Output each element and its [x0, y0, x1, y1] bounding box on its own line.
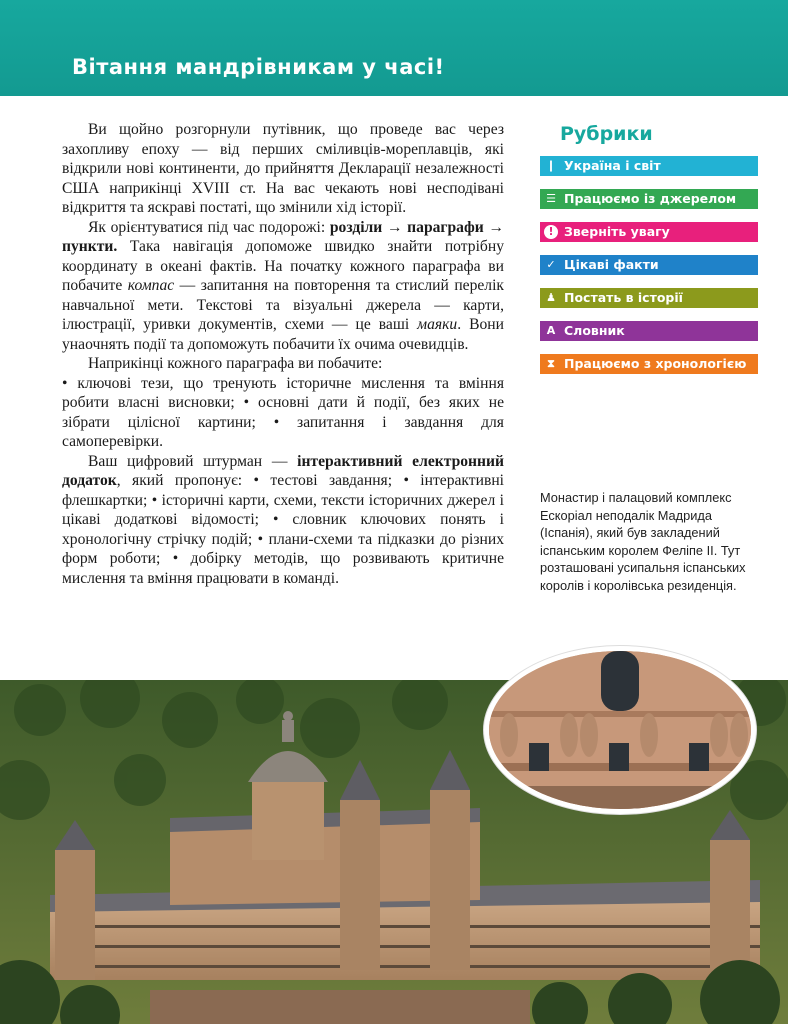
facade-detail-inset	[484, 646, 756, 814]
rubric-item	[540, 288, 758, 308]
header-banner	[0, 0, 788, 96]
p4-text-c: , який пропонує: • тестові завдання; • інтерактивні флешкартки; • історичні карти, схеми, тексти історичних джерел і цікаві додаткові відомості; • словник ключових понять і хронологічну стрічку подій; • плани-схеми та підказки до різних форм роботи; • добірку методів, що розвивають критичне мислення та вміння працювати в команді.	[62, 472, 504, 587]
rubric-label: Постать в історії	[564, 290, 683, 305]
p2-text-c: Така навігація допоможе швидко знайти потрібну координату в океані фактів. На початку кожного параграфа ви побачите	[62, 238, 504, 294]
rubrics-title: Рубрики	[560, 123, 653, 145]
rubric-item	[540, 354, 758, 374]
navigation-structure: розділи → параграфи → пункти.	[62, 218, 504, 255]
p2-text-e: — запитання на повторення та стислий перелік навчальної мети. Текстові та візуальні джерела — карти, ілюстрації, уривки документів, схеми — це ваші	[62, 277, 504, 333]
person-icon: ♟	[546, 291, 556, 304]
dictionary-icon: A	[546, 324, 556, 337]
p2-text-a: Як орієнтуватися під час подорожі:	[88, 218, 330, 236]
check-icon: ✓	[546, 258, 556, 271]
digital-supplement-term: інтерактивний електронний додаток	[62, 452, 504, 489]
rubric-label: Цікаві факти	[564, 257, 659, 272]
rubric-item	[540, 222, 758, 242]
rubric-label: Словник	[564, 323, 625, 338]
lighthouses-term: маяки	[417, 316, 458, 333]
rubric-label: Працюємо з хронологією	[564, 356, 747, 371]
intro-paragraph-4	[62, 452, 504, 589]
compass-term: компас	[127, 277, 175, 294]
photo-caption: Монастир і палацовий комплекс Ескоріал неподалік Мадрида (Іспанія), який був закладений іспанським королем Феліпе II. Тут розташовані усипальня іспанських королів і королівська резиденція.	[540, 490, 746, 593]
document-icon: ☰	[546, 192, 556, 205]
rubric-label: Україна і світ	[564, 158, 661, 173]
rubric-label: Зверніть увагу	[564, 224, 670, 239]
rubric-item	[540, 321, 758, 341]
exclamation-icon: !	[544, 225, 558, 239]
intro-text	[62, 120, 504, 588]
rubrics-panel	[540, 120, 758, 387]
rubrics-list	[540, 156, 758, 374]
p4-text-a: Ваш цифровий штурман —	[88, 452, 298, 470]
rubric-item	[540, 189, 758, 209]
p2-text-g: . Вони унаочнять події та допоможуть побачити їх очима очевидців.	[62, 316, 504, 353]
intro-paragraph-3: Наприкінці кожного параграфа ви побачите:	[88, 355, 383, 372]
rubric-label: Працюємо із джерелом	[564, 191, 737, 206]
bars-icon: ❙	[546, 159, 556, 172]
intro-paragraph-2	[62, 218, 504, 355]
intro-paragraph-1: Ви щойно розгорнули путівник, що проведе вас через захопливу епоху — від перших сміливців-мореплавців, які відкрили нові континенти, до прийняття Декларації незалежності США наприкінці XVIII ст. На вас чекають нові несподівані відкриття та яскраві постаті, що змінили хід історії.	[62, 121, 504, 216]
rubric-item	[540, 255, 758, 275]
rubric-item	[540, 156, 758, 176]
page-title: Вітання мандрівникам у часі!	[72, 55, 445, 79]
hourglass-icon: ⧗	[547, 357, 555, 370]
intro-paragraph-3-list: • ключові тези, що тренують історичне мислення та вміння робити власні висновки; • основні дати й події, без яких не зібрати цілісної картини; • запитання і завдання для самоперевірки.	[62, 374, 504, 450]
